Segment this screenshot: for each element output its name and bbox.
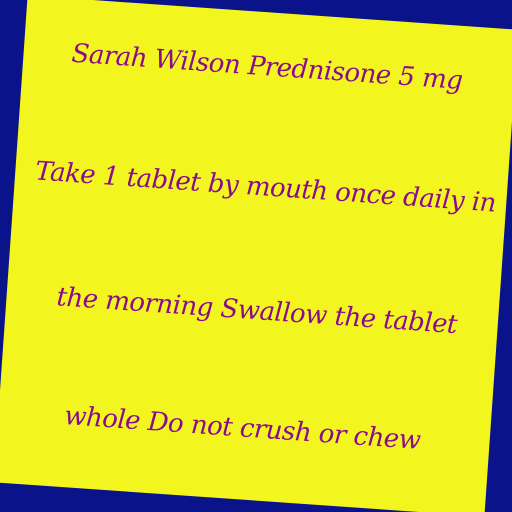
note-line-instructions: whole Do not crush or chew: [63, 401, 422, 456]
note-line-patient-drug: Sarah Wilson Prednisone 5 mg: [70, 38, 464, 96]
note-line-dosage: Take 1 tablet by mouth once daily in: [34, 156, 497, 219]
note-line-timing: the morning Swallow the tablet: [55, 282, 458, 341]
